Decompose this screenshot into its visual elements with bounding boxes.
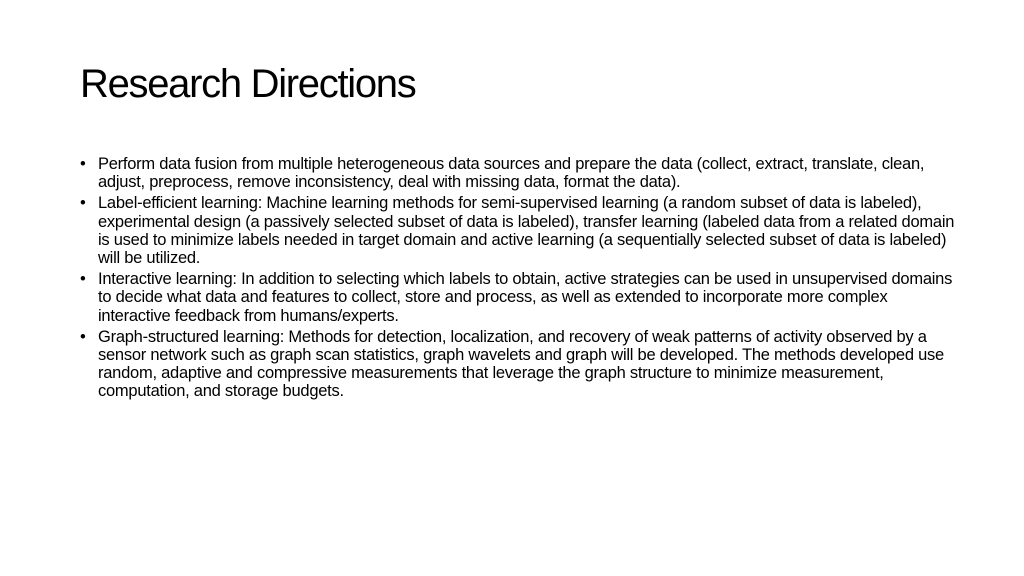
bullet-item-interactive-learning [80, 270, 960, 325]
bullet-dot-icon: • [80, 270, 86, 289]
bullet-dot-icon: • [80, 194, 86, 213]
bullet-text: Perform data fusion from multiple heterogeneous data sources and prepare the data (collect, extract, translate, clean, adjust, preprocess, remove inconsistency, deal with missing data, format the data). [98, 155, 925, 192]
bullet-item-graph-structured-learning [80, 328, 960, 401]
bullet-text: Graph-structured learning: Methods for detection, localization, and recovery of weak patterns of activity observed by a sensor network such as graph scan statistics, graph wavelets and graph will be developed. The methods developed use random, adaptive and compressive measurements that leverage the graph structure to minimize measurement, computation, and storage budgets. [98, 327, 944, 401]
bullet-item-data-fusion [80, 155, 960, 191]
slide-title: Research Directions [80, 62, 416, 106]
bullet-item-label-efficient-learning [80, 194, 960, 267]
bullet-list [80, 155, 960, 404]
bullet-dot-icon: • [80, 327, 86, 346]
bullet-dot-icon: • [80, 155, 86, 173]
bullet-text: Label-efficient learning: Machine learning methods for semi-supervised learning (a random subset of data is labeled), experimental design (a passively selected subset of data is labeled), transfer learning (labeled data from a related domain is used to minimize labels needed in target domain and active learning (a sequentially selected subset of data is labeled) will be utilized. [98, 194, 955, 268]
bullet-text: Interactive learning: In addition to selecting which labels to obtain, active strategies can be used in unsupervised domains to decide what data and features to collect, store and process, as well as extended to incorporate more complex interactive feedback from humans/experts. [98, 270, 953, 325]
